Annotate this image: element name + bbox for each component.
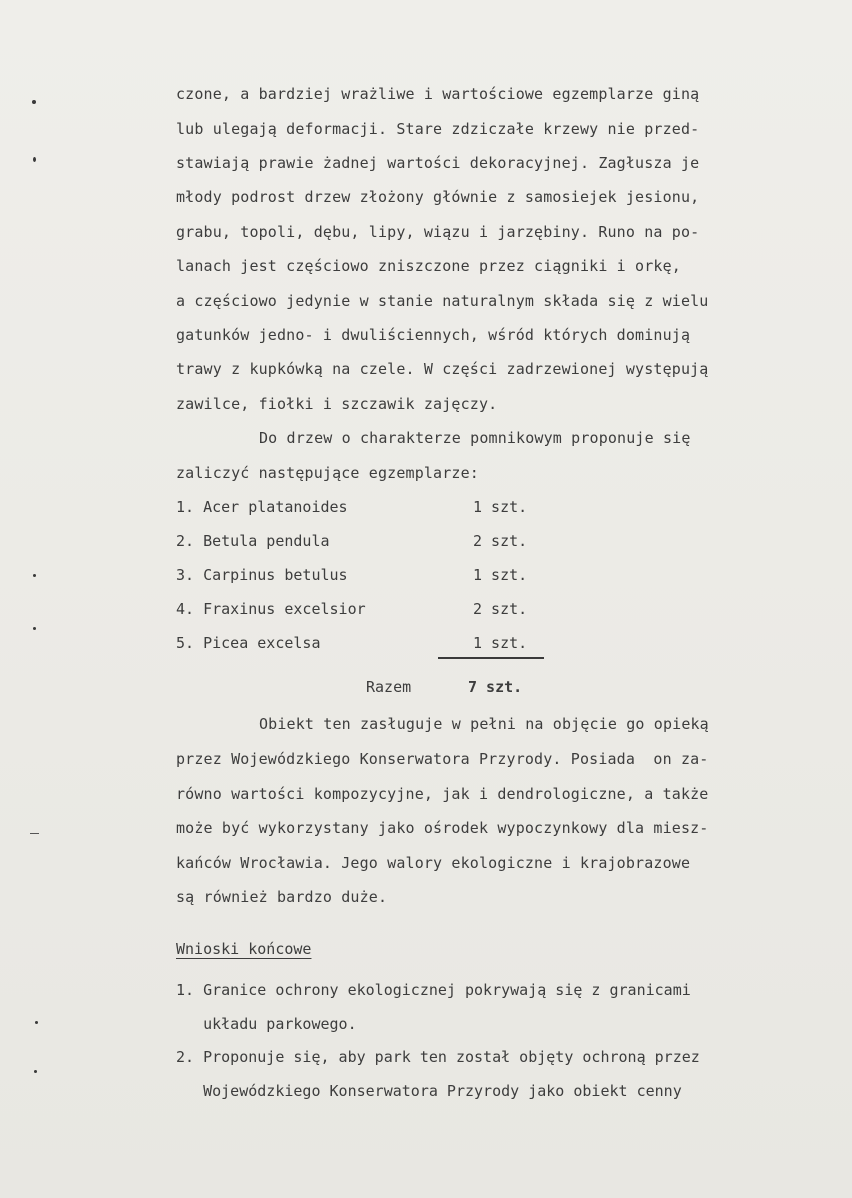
tree-count: 1 szt. xyxy=(473,566,528,584)
tree-count: 2 szt. xyxy=(473,600,528,618)
tree-count: 1 szt. xyxy=(473,634,528,652)
paragraph-line: Obiekt ten zasługuje w pełni na objęcie go opieką xyxy=(259,715,709,733)
tree-name: 3. Carpinus betulus xyxy=(176,566,348,584)
tree-name: 4. Fraxinus excelsior xyxy=(176,600,366,618)
tree-name: 5. Picea excelsa xyxy=(176,634,321,652)
total-count: 7 szt. xyxy=(468,678,523,696)
paragraph-line: są również bardzo duże. xyxy=(176,888,388,906)
margin-dash xyxy=(30,833,39,834)
margin-speck xyxy=(32,100,36,104)
paragraph-line: równo wartości kompozycyjne, jak i dendrologiczne, a także xyxy=(176,785,709,803)
paragraph-line: trawy z kupkówką na czele. W części zadrzewionej występują xyxy=(176,360,709,378)
paragraph-line: młody podrost drzew złożony głównie z samosiejek jesionu, xyxy=(176,188,700,206)
conclusion-line: 2. Proponuje się, aby park ten został objęty ochroną przez xyxy=(176,1048,700,1066)
margin-speck xyxy=(34,1070,37,1073)
conclusion-line: układu parkowego. xyxy=(176,1015,357,1033)
tree-count: 2 szt. xyxy=(473,532,528,550)
margin-speck xyxy=(33,157,36,162)
paragraph-line: czone, a bardziej wrażliwe i wartościowe egzemplarze giną xyxy=(176,85,700,103)
margin-speck xyxy=(33,574,36,577)
paragraph-line: lub ulegają deformacji. Stare zdziczałe krzewy nie przed- xyxy=(176,120,700,138)
conclusion-line: 1. Granice ochrony ekologicznej pokrywają się z granicami xyxy=(176,981,691,999)
paragraph-line: a częściowo jedynie w stanie naturalnym składa się z wielu xyxy=(176,292,709,310)
tree-name: 2. Betula pendula xyxy=(176,532,330,550)
tree-count: 1 szt. xyxy=(473,498,528,516)
paragraph-line: kańców Wrocławia. Jego walory ekologiczne i krajobrazowe xyxy=(176,854,691,872)
paragraph-line: może być wykorzystany jako ośrodek wypoczynkowy dla miesz- xyxy=(176,819,709,837)
margin-speck xyxy=(35,1021,38,1024)
paragraph-line: Do drzew o charakterze pomnikowym proponuje się xyxy=(259,429,691,447)
paragraph-line: stawiają prawie żadnej wartości dekoracyjnej. Zagłusza je xyxy=(176,154,700,172)
margin-speck xyxy=(33,627,36,630)
total-label: Razem xyxy=(366,678,412,696)
paragraph-line: grabu, topoli, dębu, lipy, wiązu i jarzębiny. Runo na po- xyxy=(176,223,700,241)
paragraph-line: zaliczyć następujące egzemplarze: xyxy=(176,464,479,482)
sum-rule xyxy=(438,657,544,659)
section-heading: Wnioski końcowe xyxy=(176,940,312,958)
paragraph-line: przez Wojewódzkiego Konserwatora Przyrody. Posiada on za- xyxy=(176,750,709,768)
paragraph-line: lanach jest częściowo zniszczone przez ciągniki i orkę, xyxy=(176,257,681,275)
paragraph-line: gatunków jedno- i dwuliściennych, wśród których dominują xyxy=(176,326,691,344)
paragraph-line: zawilce, fiołki i szczawik zajęczy. xyxy=(176,395,498,413)
tree-name: 1. Acer platanoides xyxy=(176,498,348,516)
conclusion-line: Wojewódzkiego Konserwatora Przyrody jako obiekt cenny xyxy=(176,1082,682,1100)
